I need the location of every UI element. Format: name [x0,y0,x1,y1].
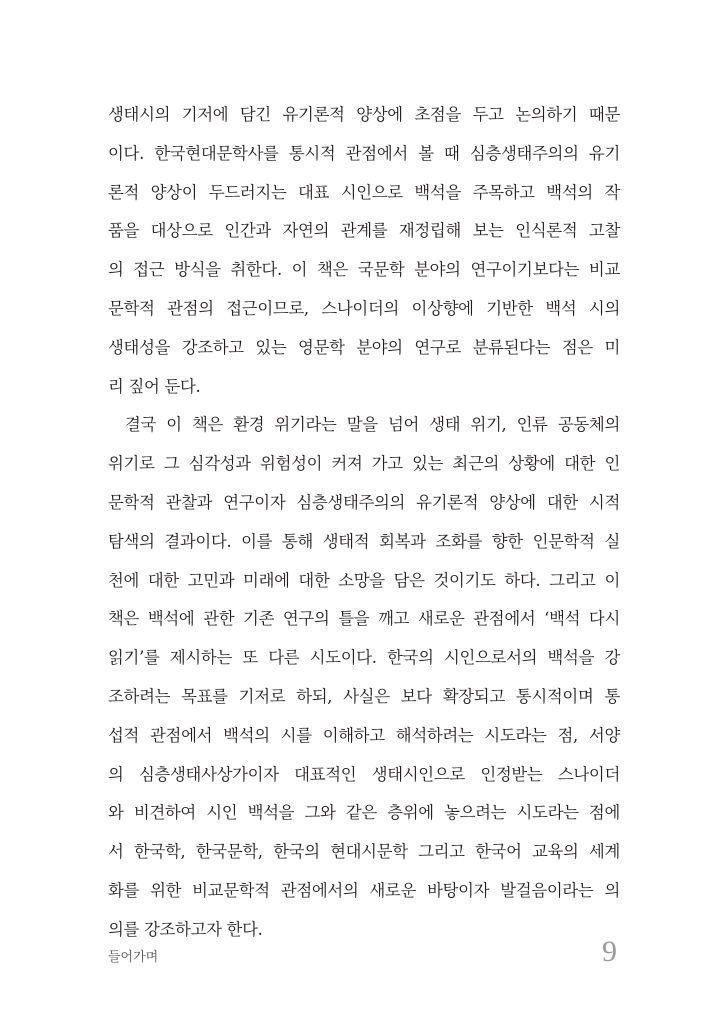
text-line: 위기로 그 심각성과 위험성이 커져 가고 있는 최근의 상황에 대한 인 [108,454,620,474]
text-line: 섭적 관점에서 백석의 시를 이해하고 해석하려는 시도라는 점, 서양 [108,725,620,745]
text-line: 생태시의 기저에 담긴 유기론적 양상에 초점을 두고 논의하기 때문 [108,105,620,124]
text-line: 결국 이 책은 환경 위기라는 말을 넘어 생태 위기, 인류 공동체의 [125,415,620,435]
text-line: 와 비견하여 시인 백석을 그와 같은 층위에 놓으려는 시도라는 점에 [108,803,620,823]
paragraph-1 [108,96,620,406]
text-line: 탐색의 결과이다. 이를 통해 생태적 회복과 조화를 향한 인문학적 실 [108,531,620,551]
running-footer-section-title: 들어가며 [108,950,159,965]
text-line: 문학적 관점의 접근이므로, 스나이더의 이상향에 기반한 백석 시의 [108,298,620,318]
text-line: 천에 대한 고민과 미래에 대한 소망을 담은 것이기도 하다. 그리고 이 [108,570,620,590]
text-line: 의 심층생태사상가이자 대표적인 생태시인으로 인정받는 스나이더 [108,764,620,784]
text-line: 이다. 한국현대문학사를 통시적 관점에서 볼 때 심층생태주의의 유기 [108,143,620,163]
text-line: 론적 양상이 두드러지는 대표 시인으로 백석을 주목하고 백석의 작 [108,182,620,202]
text-line: 서 한국학, 한국문학, 한국의 현대시문학 그리고 한국어 교육의 세계 [108,842,620,862]
text-line: 리 짚어 둔다. [108,376,201,396]
text-line: 책은 백석에 관한 기존 연구의 틀을 깨고 새로운 관점에서 ‘백석 다시 [108,609,620,629]
text-line: 품을 대상으로 인간과 자연의 관계를 재정립해 보는 인식론적 고찰 [108,221,620,241]
text-line: 화를 위한 비교문학적 관점에서의 새로운 바탕이자 발걸음이라는 의 [108,880,620,900]
page-number: 9 [602,935,617,968]
paragraph-2 [108,406,620,949]
text-line: 생태성을 강조하고 있는 영문학 분야의 연구로 분류된다는 점은 미 [108,337,620,357]
text-line: 의를 강조하고자 한다. [108,919,263,939]
text-line: 읽기’를 제시하는 또 다른 시도이다. 한국의 시인으로서의 백석을 강 [108,648,620,668]
body-text [108,96,620,950]
text-line: 의 접근 방식을 취한다. 이 책은 국문학 분야의 연구이기보다는 비교 [108,260,620,280]
text-line: 조하려는 목표를 기저로 하되, 사실은 보다 확장되고 통시적이며 통 [108,686,620,706]
text-line: 문학적 관찰과 연구이자 심층생태주의의 유기론적 양상에 대한 시적 [108,492,620,512]
